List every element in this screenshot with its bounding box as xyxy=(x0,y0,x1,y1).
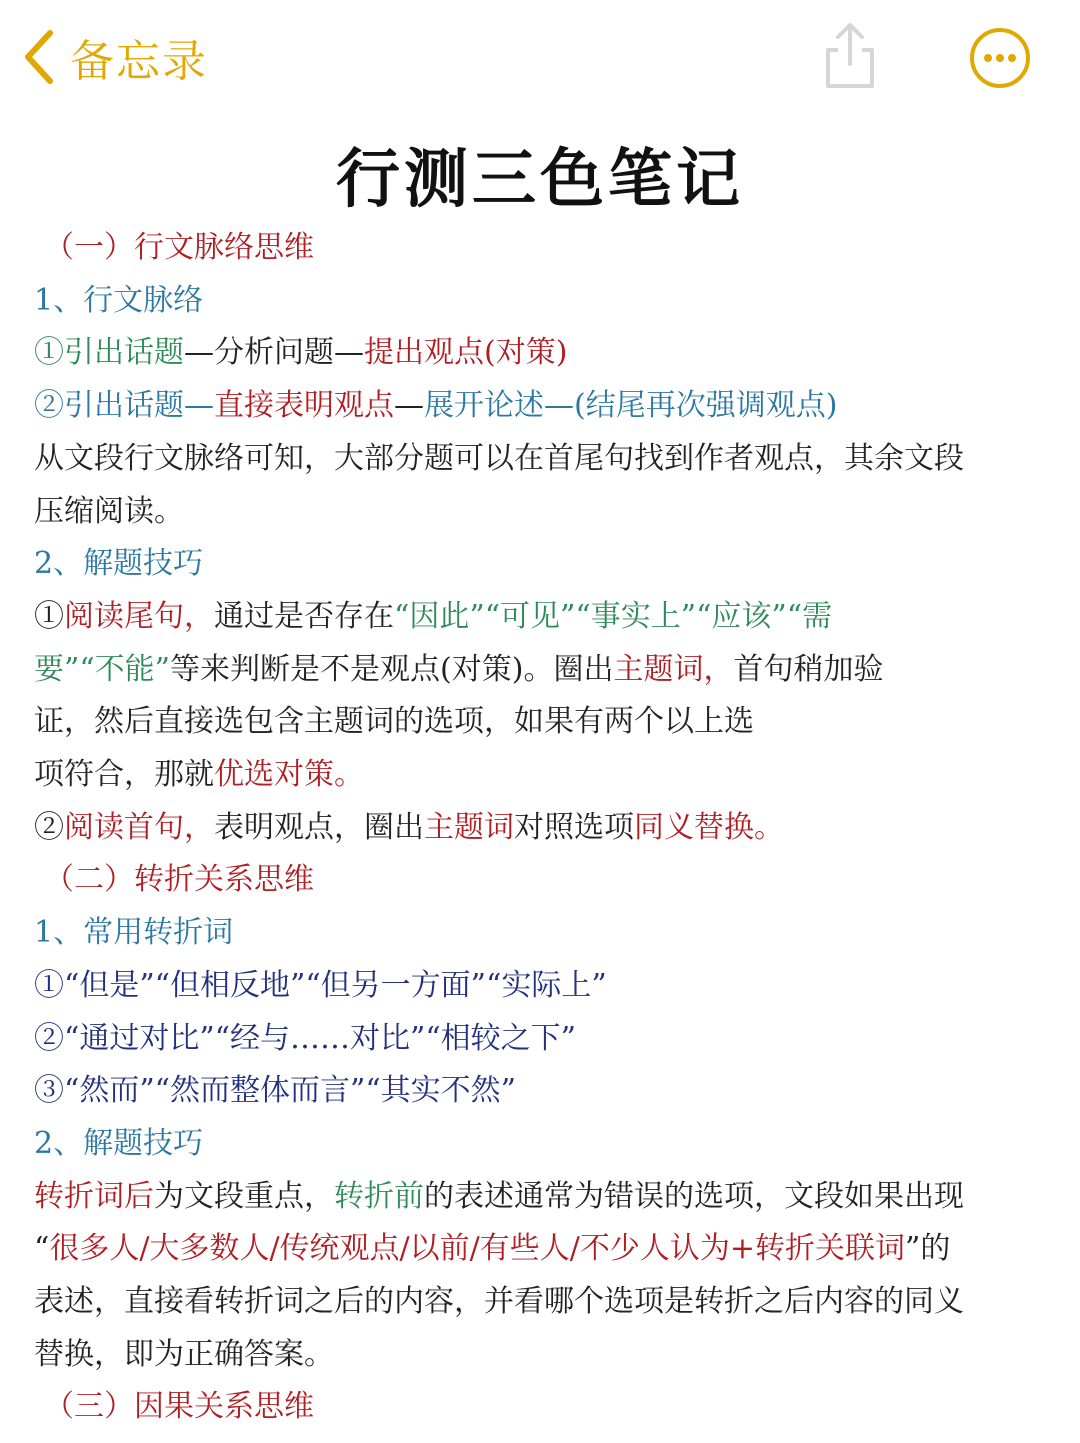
keyword: “应该” xyxy=(696,598,787,634)
keyword: 转折前 xyxy=(334,1178,424,1214)
tip-2-line xyxy=(34,802,1050,855)
tip-1-line-3: 证，然后直接选包含主题词的选项，如果有两个以上选 xyxy=(34,704,754,740)
share-button[interactable] xyxy=(820,20,880,92)
tip-lead: 阅读尾句， xyxy=(64,598,214,634)
tip-number: ① xyxy=(34,598,64,634)
section-heading-2: （二）转折关系思维 xyxy=(44,862,314,898)
keyword: 主题词 xyxy=(424,809,514,845)
note-body[interactable] xyxy=(34,222,1050,1434)
note-title: 行测三色笔记 xyxy=(336,142,744,217)
keyword: “可见” xyxy=(484,598,576,634)
flow-line-1 xyxy=(34,327,1050,380)
flow-step: — xyxy=(394,388,424,424)
flow-step: 提出观点(对策) xyxy=(364,335,568,371)
tip-text: 的表述通常为错误的选项，文段如果出现 xyxy=(424,1178,964,1214)
keyword: 要” xyxy=(34,651,80,687)
keyword: “需 xyxy=(786,598,833,634)
flow-step: —分析问题— xyxy=(184,335,364,371)
tip-text: 通过是否存在 xyxy=(214,598,394,634)
back-button[interactable] xyxy=(22,26,208,88)
keyword: 主题词， xyxy=(613,651,734,687)
tip-text: 为文段重点， xyxy=(154,1178,334,1214)
paragraph-line xyxy=(34,1223,1050,1276)
keyword: 很多人/大多数人/传统观点/以前/有些人/不少人认为+转折关联词 xyxy=(49,1231,906,1267)
subheading-turn-words: 1、常用转折词 xyxy=(34,915,234,951)
flow-step: 展开论述—(结尾再次强调观点) xyxy=(424,388,838,424)
flow-line-2 xyxy=(34,380,1050,433)
tip-text: 首句稍加验 xyxy=(733,651,884,687)
more-options-button[interactable] xyxy=(968,26,1032,90)
flow-step: ①引出话题 xyxy=(34,335,184,371)
tip-text: 表明观点，圈出 xyxy=(214,809,424,845)
navigation-bar xyxy=(0,0,1080,110)
tip-number: ② xyxy=(34,809,64,845)
chevron-left-icon xyxy=(22,29,56,85)
keyword: 优选对策。 xyxy=(214,757,364,793)
paragraph-line: 替换，即为正确答案。 xyxy=(34,1336,334,1372)
paragraph-line: 压缩阅读。 xyxy=(34,493,184,529)
more-icon xyxy=(968,26,1032,90)
keyword: “不能” xyxy=(79,651,171,687)
paragraph-line xyxy=(34,1171,1050,1224)
turn-words-line: ①“但是”“但相反地”“但另一方面”“实际上” xyxy=(34,967,607,1003)
section-heading-1: （一）行文脉络思维 xyxy=(44,230,314,265)
tip-1-line-4 xyxy=(34,749,1050,802)
keyword: “因此” xyxy=(394,598,485,634)
back-label: 备忘录 xyxy=(70,36,208,87)
flow-step: ②引出话题— xyxy=(34,388,214,424)
paragraph-line: 表述，直接看转折词之后的内容，并看哪个选项是转折之后内容的同义 xyxy=(34,1284,964,1320)
subheading-tips-2: 2、解题技巧 xyxy=(34,1125,204,1161)
tip-lead: 阅读首句， xyxy=(64,809,214,845)
flow-step: 直接表明观点 xyxy=(214,388,394,424)
subheading-tips: 2、解题技巧 xyxy=(34,546,204,582)
keyword: 转折词后 xyxy=(34,1178,154,1214)
tip-1-line-2 xyxy=(34,644,1050,697)
tip-text: 等来判断是不是观点(对策)。圈出 xyxy=(170,651,614,687)
turn-words-line: ②“通过对比”“经与……对比”“相较之下” xyxy=(34,1020,577,1056)
tip-text: “ xyxy=(34,1231,50,1267)
subheading-structure: 1、行文脉络 xyxy=(34,282,204,318)
tip-text: 对照选项 xyxy=(514,809,634,845)
paragraph-line: 从文段行文脉络可知，大部分题可以在首尾句找到作者观点，其余文段 xyxy=(34,440,964,476)
share-icon xyxy=(820,20,880,92)
keyword: “事实上” xyxy=(575,598,697,634)
section-heading-3: （三）因果关系思维 xyxy=(44,1389,314,1425)
tip-text: 项符合，那就 xyxy=(34,757,214,793)
tip-1-line-1 xyxy=(34,591,1050,644)
tip-text: ”的 xyxy=(905,1231,951,1267)
keyword: 同义替换。 xyxy=(634,809,784,845)
turn-words-line: ③“然而”“然而整体而言”“其实不然” xyxy=(34,1073,517,1109)
